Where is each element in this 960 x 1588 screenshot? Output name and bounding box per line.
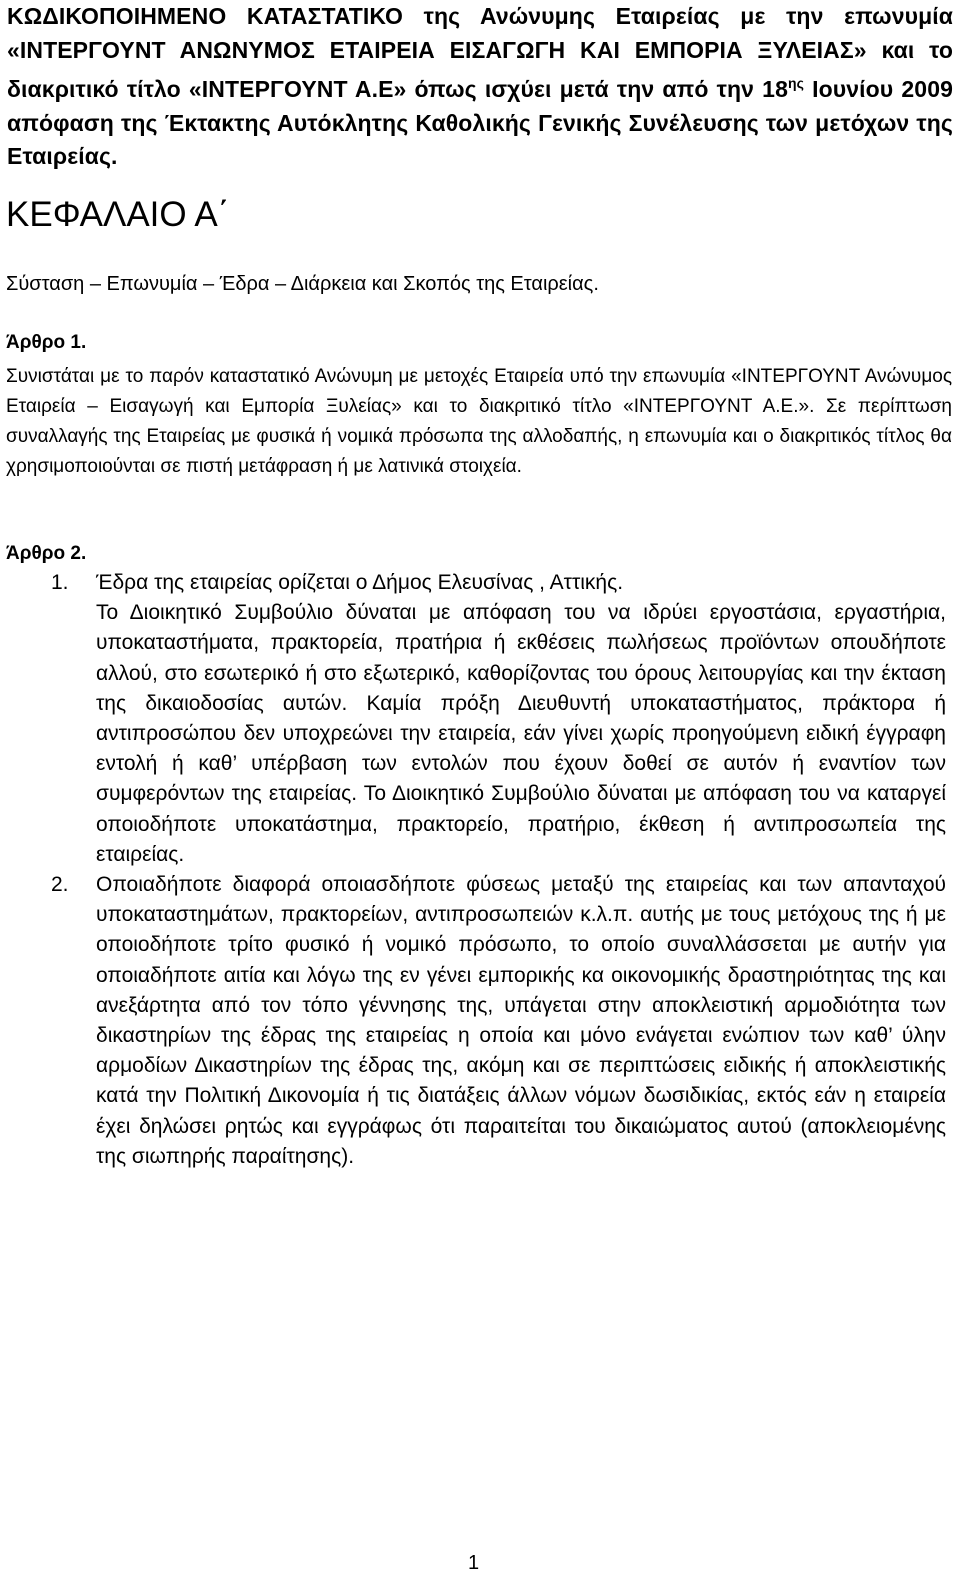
page-number: 1 bbox=[468, 1552, 480, 1574]
article-1-heading: Άρθρο 1. bbox=[6, 332, 87, 353]
list-item-paragraph: Οποιαδήποτε διαφορά οποιασδήποτε φύσεως μεταξύ της εταιρείας και των απανταχού υποκαταστημάτων, πρακτορείων, αντιπροσωπειών κ.λ.π. αυτής με τους μετόχους της ή με οποιοδήποτε τρίτο φυσικό ή νομικό πρόσωπο, το οποίο συναλλάσσεται με αυτήν για οποιαδήποτε αιτία και λόγω της εν γένει εμπορικής κα οικονομικής δραστηριότητας της και ανεξάρτητα από τον τόπο γέννησης της, υπάγεται στην αποκλειστική αρμοδιότητα των δικαστηρίων της έδρας της εταιρείας η οποία και μόνο ενάγεται ενώπιον των καθ’ ύλην αρμοδίων Δικαστηρίων της έδρας της, ακόμη και σε περιπτώσεις ειδικής ή αποκλειστικής κατά την Πολιτική Δικονομία ή τις διατάξεις άλλων νόμων δωσιδικίας, εκτός εάν η εταιρεία έχει δηλώσει ρητώς και εγγράφως ότι παραιτείται του δικαιώματος αυτού (αποκλειομένης της σιωπηρής παραίτησης). bbox=[96, 873, 946, 1168]
list-item-text bbox=[96, 870, 946, 1172]
article-2-list bbox=[0, 568, 960, 1172]
title-text-part2: Ιουνίου 2009 απόφαση της Έκτακτης Αυτόκλητης Καθολικής Γενικής Συνέλευσης των μετόχων της Εταιρείας. bbox=[7, 76, 953, 169]
article-1-body: Συνιστάται με το παρόν καταστατικό Ανώνυμη με μετοχές Εταιρεία υπό την επωνυμία «ΙΝΤΕΡΓΟΥΝΤ Ανώνυμος Εταιρεία – Εισαγωγή και Εμπορία Ξυλείας» και το διακριτικό τίτλο «ΙΝΤΕΡΓΟΥΝΤ Α.Ε.». Σε περίπτωση συναλλαγής της Εταιρείας με φυσικά ή νομικά πρόσωπα της αλλοδαπής, η επωνυμία και ο διακριτικός τίτλος θα χρησιμοποιούνται σε πιστή μετάφραση ή με λατινικά στοιχεία. bbox=[6, 366, 952, 477]
list-item-number: 2. bbox=[51, 873, 69, 897]
list-item-paragraph: Το Διοικητικό Συμβούλιο δύναται με απόφαση του να ιδρύει εργοστάσια, εργαστήρια, υποκαταστήματα, πρακτορεία, πρατήρια ή εκθέσεις πωλήσεως προϊόντων οπουδήποτε αλλού, στο εσωτερικό ή στο εξωτερικό, καθορίζοντας του όρους λειτουργίας και την έκταση της δικαιοδοσίας αυτών. Καμία πρόξη Διευθυντή υποκαταστήματος, πράκτορα ή αντιπροσώπου δεν υποχρεώνει την εταιρεία, εάν γίνει χωρίς προηγούμενη ειδική έγγραφη εντολή ή καθ’ υπέρβαση των εντολών που έχουν δοθεί σε αυτόν ή εναντίον των συμφερόντων της εταιρείας. Το Διοικητικό Συμβούλιο δύναται με απόφαση του να καταργεί οποιοδήποτε υποκατάστημα, πρακτορείο, πρατήριο, έκθεση ή αντιπροσωπεία της εταιρείας. bbox=[96, 601, 946, 866]
chapter-heading: ΚΕΦΑΛΑΙΟ Α΄ bbox=[6, 195, 230, 234]
list-item-2 bbox=[0, 870, 960, 1172]
article-2-heading: Άρθρο 2. bbox=[6, 543, 87, 564]
title-text-part1: ΚΩΔΙΚΟΠΟΙΗΜΕΝΟ ΚΑΤΑΣΤΑΤΙΚΟ της Ανώνυμης Εταιρείας με την επωνυμία «ΙΝΤΕΡΓΟΥΝΤ ΑΝΩΝΥΜΟΣ ΕΤΑΙΡΕΙΑ ΕΙΣΑΓΩΓΗ ΚΑΙ ΕΜΠΟΡΙΑ ΞΥΛΕΙΑΣ» και το διακριτικό τίτλο «ΙΝΤΕΡΓΟΥΝΤ Α.Ε» όπως ισχύει μετά την από την 18 bbox=[7, 3, 953, 102]
list-item-1 bbox=[0, 568, 960, 870]
title-superscript: ης bbox=[787, 75, 805, 91]
document-title bbox=[7, 0, 953, 174]
list-item-paragraph: Έδρα της εταιρείας ορίζεται ο Δήμος Ελευσίνας , Αττικής. bbox=[96, 571, 624, 594]
chapter-subtitle: Σύσταση – Επωνυμία – Έδρα – Διάρκεια και Σκοπός της Εταιρείας. bbox=[6, 273, 599, 295]
list-item-number: 1. bbox=[51, 571, 69, 594]
list-item-text bbox=[96, 568, 946, 870]
